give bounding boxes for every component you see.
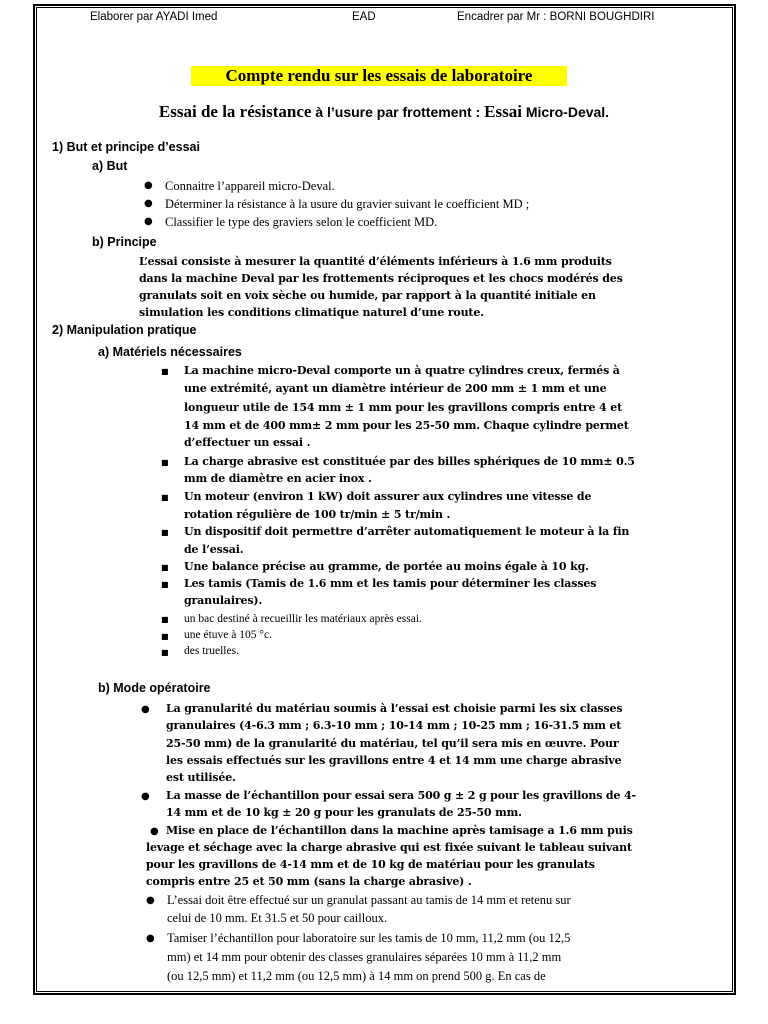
bullet-icon: ● [141,704,150,715]
section-2b-heading: b) Mode opératoire [98,681,211,695]
mode-line: 14 mm et de 10 kg ± 20 g pour les granulats de 25-50 mm. [166,806,522,819]
materiel-line: longueur utile de 154 mm ± 1 mm pour les gravillons compris entre 4 et [184,401,623,414]
section-1a-heading: a) But [92,159,128,173]
mode-line: granulaires (4-6.3 mm ; 6.3-10 mm ; 10-14 mm ; 10-25 mm ; 16-31.5 mm et [166,719,622,732]
but-item-2: Déterminer la résistance à la usure du gravier suivant le coefficient MD ; [165,197,530,211]
square-bullet-icon: ■ [161,648,169,657]
materiel-plain: un bac destiné à recueillir les matériaux après essai. [184,613,422,625]
materiel-line: Les tamis (Tamis de 1.6 mm et les tamis pour déterminer les classes [184,577,597,590]
square-bullet-icon: ■ [161,493,169,502]
materiel-line: de l’essai. [184,543,244,556]
bullet-icon: ● [141,791,150,802]
mode-line: La masse de l’échantillon pour essai sera 500 g ± 2 g pour les gravillons de 4- [166,789,636,802]
square-bullet-icon: ■ [161,563,169,572]
mode-line: Mise en place de l’échantillon dans la machine après tamisage a 1.6 mm puis [166,824,633,837]
mode-line: est utilisée. [166,771,236,784]
mode-plain-line: mm) et 14 mm pour obtenir des classes granulaires séparées 10 mm à 11,2 mm [167,950,562,964]
principe-line: simulation les conditions climatique naturel d’une route. [139,306,484,319]
subtitle-part-1: Essai de la résistance [158,102,312,121]
section-1-heading: 1) But et principe d’essai [52,140,200,154]
square-bullet-icon: ■ [161,367,169,376]
square-bullet-icon: ■ [161,632,169,641]
materiel-plain: une étuve à 105 °c. [184,629,272,641]
materiel-line: mm de diamètre en acier inox . [184,472,372,485]
subtitle-part-3: Essai [484,102,522,121]
bullet-icon: ● [144,216,153,227]
square-bullet-icon: ■ [161,580,169,589]
materiel-line: rotation régulière de 100 tr/min ± 5 tr/min . [184,508,451,521]
section-2a-heading: a) Matériels nécessaires [98,345,242,359]
mode-line: les essais effectués sur les gravillons entre 4 et 14 mm une charge abrasive [166,754,622,767]
mode-line: compris entre 25 et 50 mm (sans la charge abrasive) . [146,875,472,888]
header-center: EAD [352,11,376,23]
principe-line: granulats soit en voix sèche ou humide, par rapport à la quantité initiale en [139,289,596,302]
materiel-line: Une balance précise au gramme, de portée au moins égale à 10 kg. [184,560,589,573]
materiel-line: granulaires). [184,594,263,607]
principe-line: dans la machine Deval par les frottements réciproques et les chocs modérés des [139,272,623,285]
materiel-line: 14 mm et de 400 mm± 2 mm pour les 25-50 mm. Chaque cylindre permet [184,419,629,432]
mode-plain-line: L’essai doit être effectué sur un granulat passant au tamis de 14 mm et retenu sur [167,893,571,907]
bullet-icon: ● [144,198,153,209]
section-2-heading: 2) Manipulation pratique [52,323,197,337]
subtitle [0,102,768,122]
bullet-icon: ● [146,933,155,944]
mode-line: 25-50 mm) de la granularité du matériau, tel qu’il sera mis en œuvre. Pour [166,737,619,750]
materiel-line: La charge abrasive est constituée par des billes sphériques de 10 mm± 0.5 [184,455,635,468]
mode-line: levage et séchage avec la charge abrasive qui est fixée suivant le tableau suivant [146,841,632,854]
mode-line: La granularité du matériau soumis à l’essai est choisie parmi les six classes [166,702,623,715]
square-bullet-icon: ■ [161,615,169,624]
materiel-line: La machine micro-Deval comporte un à quatre cylindres creux, fermés à [184,364,620,377]
header-author: Elaborer par AYADI Imed [90,11,218,23]
bullet-icon: ● [144,180,153,191]
subtitle-part-2: à l’usure par frottement : [311,104,485,120]
square-bullet-icon: ■ [161,528,169,537]
materiel-line: d’effectuer un essai . [184,436,311,449]
materiel-line: Un dispositif doit permettre d’arrêter automatiquement le moteur à la fin [184,525,630,538]
materiel-line: une extrémité, ayant un diamètre intérieur de 200 mm ± 1 mm et une [184,382,607,395]
section-1b-heading: b) Principe [92,235,157,249]
square-bullet-icon: ■ [161,458,169,467]
bullet-icon: ● [146,895,155,906]
subtitle-part-4: Micro-Deval. [521,104,610,120]
but-item-1: Connaitre l’appareil micro-Deval. [165,179,335,193]
but-item-3: Classifier le type des graviers selon le coefficient MD. [165,215,438,229]
mode-plain-line: (ou 12,5 mm) et 11,2 mm (ou 12,5 mm) à 14 mm on prend 500 g. En cas de [167,969,546,983]
mode-plain-line: celui de 10 mm. Et 31.5 et 50 pour cailloux. [167,911,388,925]
mode-line: pour les gravillons de 4-14 mm et de 10 kg de matériau pour les granulats [146,858,595,871]
header-supervisor: Encadrer par Mr : BORNI BOUGHDIRI [457,11,655,23]
bullet-icon: ● [150,826,159,837]
mode-plain-line: Tamiser l’échantillon pour laboratoire sur les tamis de 10 mm, 11,2 mm (ou 12,5 [167,931,571,945]
materiel-plain: des truelles. [184,645,239,657]
page-title: Compte rendu sur les essais de laboratoire [191,66,567,86]
materiel-line: Un moteur (environ 1 kW) doit assurer aux cylindres une vitesse de [184,490,592,503]
principe-line: L’essai consiste à mesurer la quantité d’éléments inférieurs à 1.6 mm produits [139,255,612,268]
